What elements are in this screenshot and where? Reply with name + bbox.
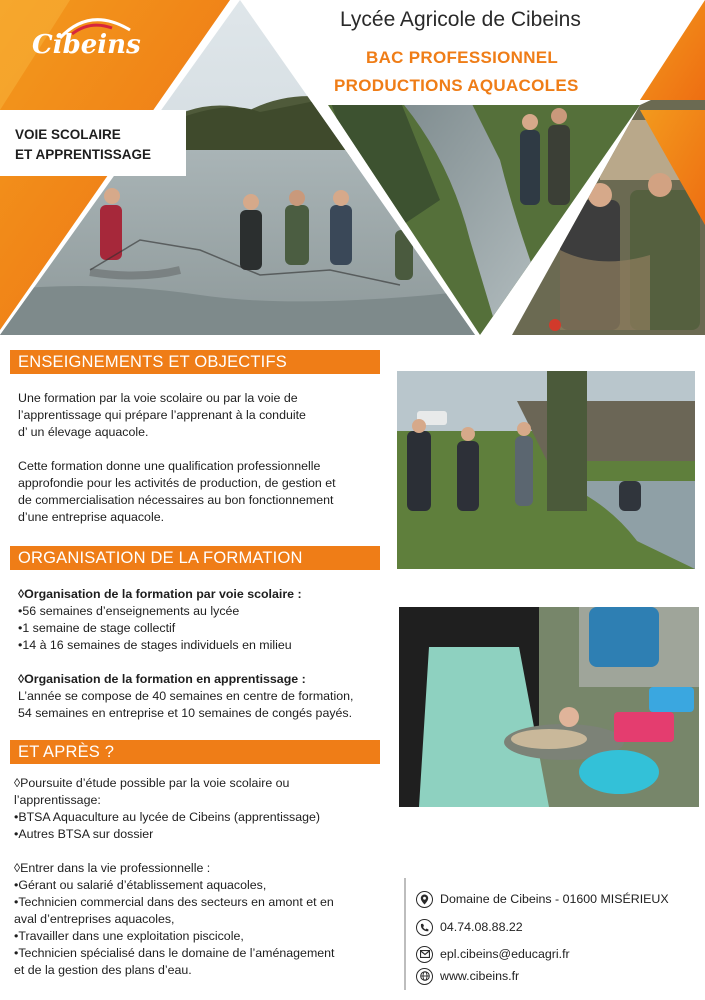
web-link[interactable]: www.cibeins.fr: [440, 969, 520, 983]
apres-text: [14, 775, 399, 979]
apprentissage-line: L’année se compose de 40 semaines en centre de formation,: [18, 689, 354, 703]
vie-heading: ◊Entrer dans la vie professionnelle :: [14, 861, 211, 875]
vie-line: aval d’entreprises aquacoles,: [14, 912, 175, 926]
route-line2: ET APPRENTISSAGE: [15, 147, 152, 162]
apprentissage-heading: ◊Organisation de la formation en apprentissage :: [18, 672, 306, 686]
students-stream-photo: [397, 371, 695, 569]
vie-line: et de la gestion des plans d’eau.: [14, 963, 192, 977]
section-title-objectifs: ENSEIGNEMENTS ET OBJECTIFS: [10, 350, 380, 374]
email-icon: [416, 946, 433, 963]
objectifs-line: d’une entreprise aquacole.: [18, 510, 165, 524]
contact-email[interactable]: [416, 944, 570, 964]
contact-address: [416, 889, 669, 909]
location-pin-icon: [416, 891, 433, 908]
objectifs-line: Une formation par la voie scolaire ou par la voie de: [18, 391, 298, 405]
vie-line: •Technicien spécialisé dans le domaine de l’aménagement: [14, 946, 335, 960]
vie-line: •Technicien commercial dans des secteurs en amont et en: [14, 895, 334, 909]
orange-triangle-top-right: [640, 0, 705, 100]
cibeins-logo: [20, 10, 150, 70]
contact-divider: [404, 878, 406, 990]
phone-text[interactable]: 04.74.08.88.22: [440, 920, 523, 934]
address-text: Domaine de Cibeins - 01600 MISÉRIEUX: [440, 892, 669, 906]
objectifs-text: [18, 390, 388, 526]
objectifs-line: Cette formation donne une qualification professionnelle: [18, 459, 321, 473]
section-title-apres: ET APRÈS ?: [10, 740, 380, 764]
route-line1: VOIE SCOLAIRE: [15, 127, 121, 142]
scolaire-item: •1 semaine de stage collectif: [18, 621, 176, 635]
vie-line: •Gérant ou salarié d’établissement aquacoles,: [14, 878, 267, 892]
route-label: [15, 125, 151, 165]
objectifs-line: d’ un élevage aquacole.: [18, 425, 149, 439]
objectifs-line: approfondie pour les activités de production, de gestion et: [18, 476, 336, 490]
email-link[interactable]: epl.cibeins@educagri.fr: [440, 947, 570, 961]
section-title-organisation: ORGANISATION DE LA FORMATION: [10, 546, 380, 570]
scolaire-item: •14 à 16 semaines de stages individuels en milieu: [18, 638, 292, 652]
poursuite-item: •BTSA Aquaculture au lycée de Cibeins (apprentissage): [14, 810, 321, 824]
organisation-text: [18, 586, 398, 722]
objectifs-line: l’apprentissage qui prépare l’apprenant à la conduite: [18, 408, 306, 422]
scolaire-heading: ◊Organisation de la formation par voie scolaire :: [18, 587, 302, 601]
scolaire-item: •56 semaines d’enseignements au lycée: [18, 604, 240, 618]
poursuite-item: •Autres BTSA sur dossier: [14, 827, 154, 841]
poursuite-line: ◊Poursuite d’étude possible par la voie scolaire ou: [14, 776, 290, 790]
contact-phone[interactable]: [416, 917, 523, 937]
objectifs-line: de commercialisation nécessaires au bon fonctionnement: [18, 493, 334, 507]
school-name: Lycée Agricole de Cibeins: [340, 8, 581, 31]
contact-web[interactable]: [416, 966, 519, 986]
program-title-line1: BAC PROFESSIONNEL: [366, 48, 559, 67]
fish-photo: [399, 607, 699, 807]
logo-text: Cibeins: [32, 30, 141, 60]
vie-line: •Travailler dans une exploitation piscicole,: [14, 929, 244, 943]
phone-icon: [416, 919, 433, 936]
apprentissage-line: 54 semaines en entreprise et 10 semaines de congés payés.: [18, 706, 353, 720]
poursuite-line: l’apprentissage:: [14, 793, 101, 807]
globe-icon: [416, 968, 433, 985]
program-title-line2: PRODUCTIONS AQUACOLES: [334, 76, 579, 95]
